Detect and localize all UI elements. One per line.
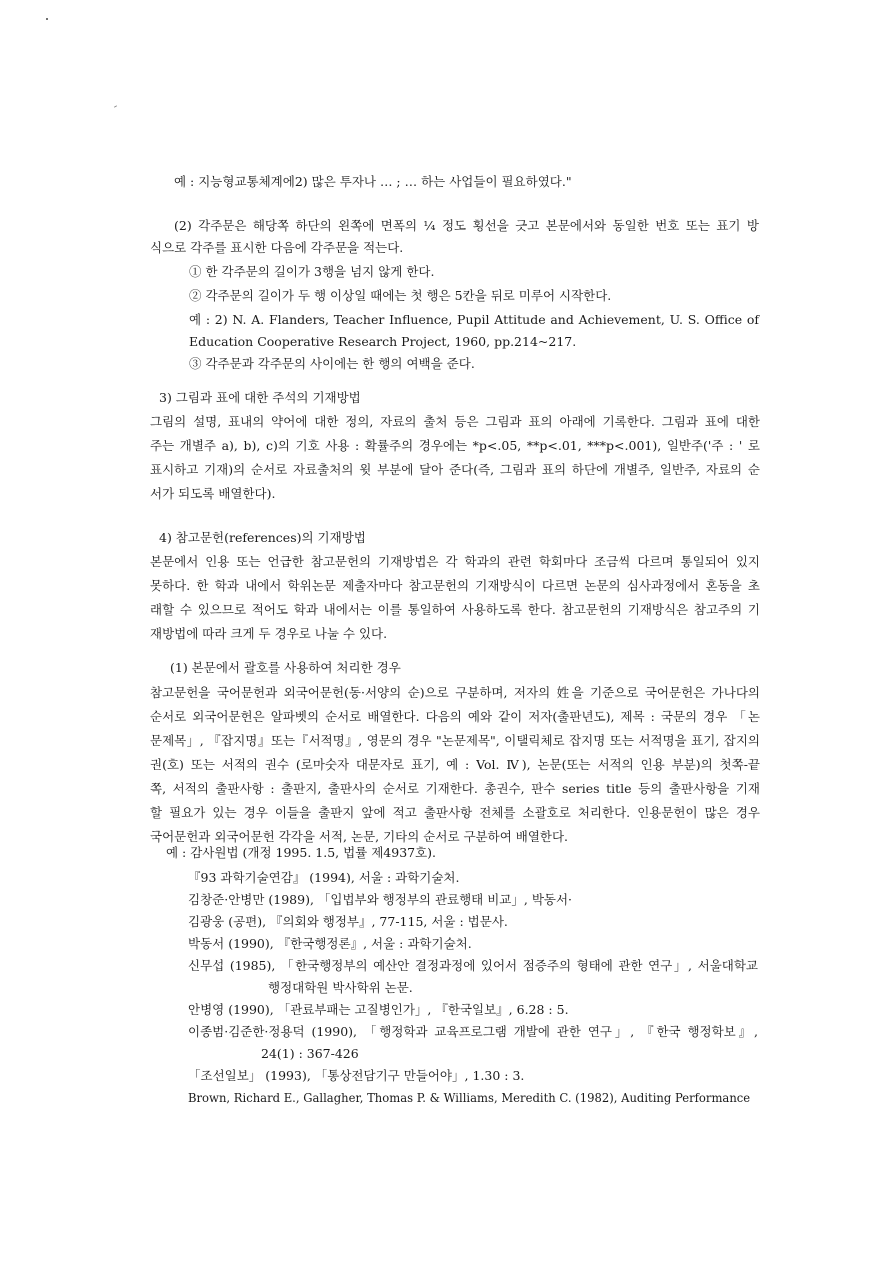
paragraph-line: 국어문헌과 외국어문헌 각각을 서적, 논문, 기타의 순서로 구분하여 배열한다. xyxy=(150,829,569,844)
reference-continuation: 행정대학원 박사학위 논문. xyxy=(268,980,413,995)
reference-continuation: 24(1) : 367-426 xyxy=(261,1046,359,1061)
paragraph-line: 래할 수 있으므로 적어도 학과 내에서는 이를 통일하여 사용하도록 한다. 참고문헌의 기재방식은 참고주의 기 xyxy=(150,602,760,617)
paragraph-line: 본문에서 인용 또는 언급한 참고문헌의 기재방법은 각 학과의 관련 학회마다 조금씩 다르며 통일되어 있지 xyxy=(150,554,760,569)
paragraph-line: 순서로 외국어문헌은 알파벳의 순서로 배열한다. 다음의 예와 같이 저자(출판년도), 제목 : 국문의 경우 「논 xyxy=(150,709,760,724)
paragraph-line: 문제목」, 『잡지명』또는『서적명』, 영문의 경우 "논문제목", 이탤릭체로 잡지명 또는 서적명을 표기, 잡지의 xyxy=(150,733,760,748)
paragraph-line: 참고문헌을 국어문헌과 외국어문헌(동·서양의 순)으로 구분하며, 저자의 姓을 기준으로 국어문헌은 가나다의 xyxy=(150,685,760,700)
reference-entry: 예 : 감사원법 (개정 1995. 1.5, 법률 제4937호). xyxy=(166,845,437,860)
reference-entry: 박동서 (1990), 『한국행정론』, 서울 : 과학기술처. xyxy=(188,936,472,951)
paragraph-line: 주는 개별주 a), b), c)의 기호 사용 : 확률주의 경우에는 *p<.05, **p<.01, ***p<.001), 일반주('주 : ' 로 xyxy=(150,438,760,453)
reference-entry: 이종범·김준한·정용덕 (1990), 「행정학과 교육프로그램 개발에 관한 연구」, 『한국 행정학보』, xyxy=(188,1024,758,1039)
list-item: ② 각주문의 길이가 두 행 이상일 때에는 첫 행은 5칸을 뒤로 미루어 시작한다. xyxy=(189,288,612,303)
reference-entry: 안병영 (1990), 「관료부패는 고질병인가」, 『한국일보』, 6.28 : 5. xyxy=(188,1002,569,1017)
subsection-heading: (1) 본문에서 괄호를 사용하여 처리한 경우 xyxy=(170,660,401,675)
list-item: ③ 각주문과 각주문의 사이에는 한 행의 여백을 준다. xyxy=(189,356,475,371)
paragraph-line: (2) 각주문은 해당쪽 하단의 왼쪽에 면폭의 ¼ 정도 횡선을 긋고 본문에서와 동일한 번호 또는 표기 방 xyxy=(174,218,759,233)
paragraph-line: 식으로 각주를 표시한 다음에 각주문을 적는다. xyxy=(150,240,404,255)
reference-entry: 신무섭 (1985), 「한국행정부의 예산안 결정과정에 있어서 점증주의 형태에 관한 연구」, 서울대학교 xyxy=(188,958,758,973)
paragraph-line: 쪽, 서적의 출판사항 : 출판지, 출판사의 순서로 기재한다. 총권수, 판수 series title 등의 출판사항을 기재 xyxy=(150,781,760,796)
paragraph-line: 할 필요가 있는 경우 이들을 출판지 앞에 적고 출판사항 전체를 소괄호로 처리한다. 인용문헌이 많은 경우 xyxy=(150,805,760,820)
reference-entry: 김창준·안병만 (1989), 「입법부와 행정부의 관료행태 비교」, 박동서· xyxy=(188,892,573,907)
paragraph-line: 재방법에 따라 크게 두 경우로 나눌 수 있다. xyxy=(150,626,388,641)
reference-entry: 김광웅 (공편), 『의회와 행정부』, 77-115, 서울 : 법문사. xyxy=(188,914,508,929)
paragraph-line: 그림의 설명, 표내의 약어에 대한 정의, 자료의 출처 등은 그림과 표의 아래에 기록한다. 그림과 표에 대한 xyxy=(150,414,760,429)
scan-speck xyxy=(46,18,48,20)
list-item: ① 한 각주문의 길이가 3행을 넘지 않게 한다. xyxy=(189,264,435,279)
section-heading: 4) 참고문헌(references)의 기재방법 xyxy=(159,530,366,545)
reference-entry: 「조선일보」 (1993), 「통상전담기구 만들어야」, 1.30 : 3. xyxy=(188,1068,525,1083)
paragraph-line: 권(호) 또는 서적의 권수 (로마숫자 대문자로 표기, 예 : Vol. Ⅳ), 논문(또는 서적의 인용 부분)의 첫쪽-끝 xyxy=(150,757,760,772)
paragraph-line: 표시하고 기재)의 순서로 자료출처의 윗 부분에 달아 준다(즉, 그림과 표의 하단에 개별주, 일반주, 자료의 순 xyxy=(150,462,760,477)
example-footnote-line: 예 : 지능형교통체계에2) 많은 투자나 … ; … 하는 사업들이 필요하였다." xyxy=(174,174,572,189)
paragraph-line: 못하다. 한 학과 내에서 학위논문 제출자마다 참고문헌의 기재방식이 다르면 논문의 심사과정에서 혼동을 초 xyxy=(150,578,760,593)
section-heading: 3) 그림과 표에 대한 주석의 기재방법 xyxy=(159,390,361,405)
example-line: Education Cooperative Research Project, 1960, pp.214~217. xyxy=(189,334,577,349)
paragraph-line: 서가 되도록 배열한다). xyxy=(150,486,276,501)
reference-entry: Brown, Richard E., Gallagher, Thomas P. & Williams, Meredith C. (1982), Auditing Performance xyxy=(188,1090,751,1105)
reference-entry: 『93 과학기술연감』 (1994), 서울 : 과학기술처. xyxy=(188,870,460,885)
example-line: 예 : 2) N. A. Flanders, Teacher Influence, Pupil Attitude and Achievement, U. S. Office of xyxy=(189,312,759,327)
scan-speck xyxy=(114,105,117,107)
